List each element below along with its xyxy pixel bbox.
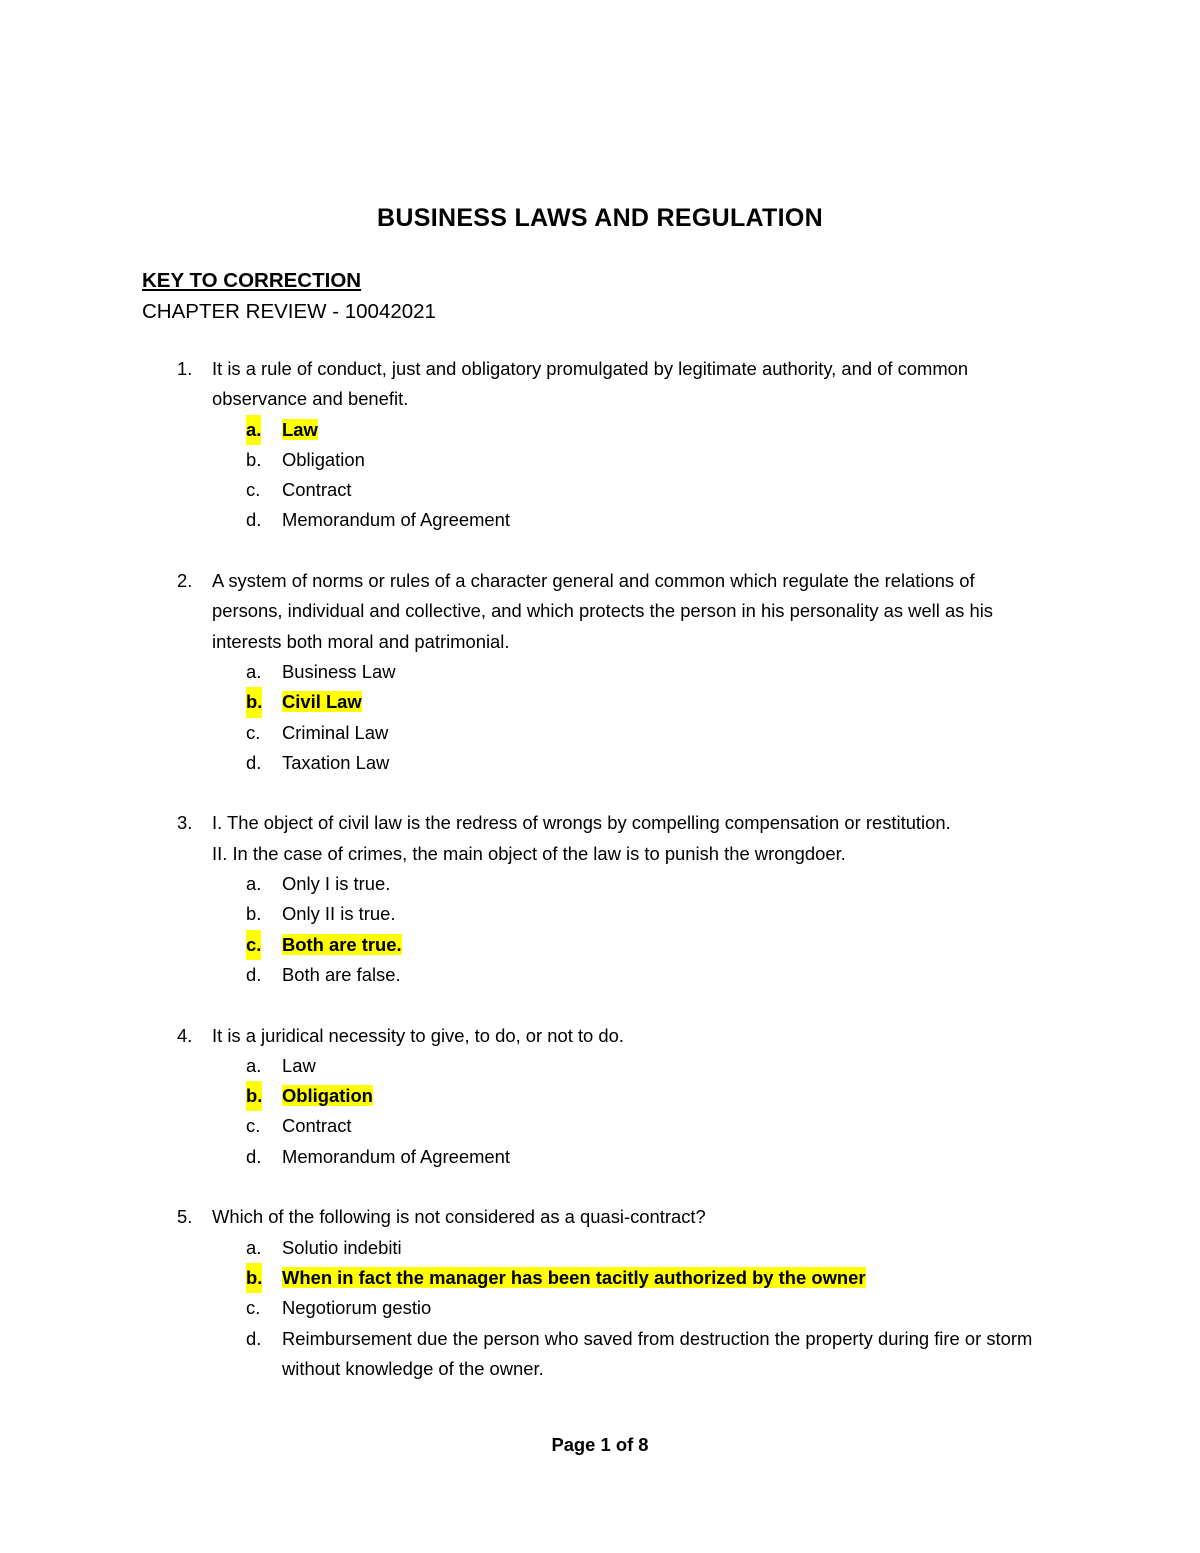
answer-option: [212, 960, 1062, 990]
correct-answer-option: [212, 1081, 1062, 1111]
option-text: Only II is true.: [282, 903, 396, 925]
answer-option: [212, 445, 1062, 475]
option-text: When in fact the manager has been tacitly authorized by the owner: [282, 1266, 866, 1288]
answer-option: [212, 1111, 1062, 1141]
option-letter: b.: [246, 687, 262, 717]
option-text: Obligation: [282, 448, 365, 470]
option-list: [212, 415, 1062, 536]
page-number: Page 1 of 8: [551, 1434, 649, 1455]
question-number: 2.: [177, 570, 193, 592]
answer-option: [212, 1293, 1062, 1323]
question-text-line: persons, individual and collective, and which protects the person in his personality as well as his: [212, 600, 994, 622]
option-letter: a.: [246, 1236, 262, 1258]
option-text: Contract: [282, 1115, 352, 1137]
question-item: [142, 566, 1062, 778]
question-number: 5.: [177, 1206, 193, 1228]
option-letter: d.: [246, 963, 262, 985]
answer-option: [212, 869, 1062, 899]
answer-option: [212, 718, 1062, 748]
question-text-line: It is a juridical necessity to give, to do, or not to do.: [212, 1024, 624, 1046]
question-text-line: interests both moral and patrimonial.: [212, 630, 510, 652]
option-letter: a.: [246, 1054, 262, 1076]
document-title: BUSINESS LAWS AND REGULATION: [377, 204, 823, 232]
option-letter: c.: [246, 1115, 261, 1137]
question-text-line: I. The object of civil law is the redress of wrongs by compelling compensation or restitution.: [212, 812, 951, 834]
answer-option: [212, 475, 1062, 505]
option-letter: c.: [246, 721, 261, 743]
option-letter: c.: [246, 1297, 261, 1319]
correct-answer-option: [212, 415, 1062, 445]
option-text: Both are false.: [282, 963, 401, 985]
chapter-review-subheading: CHAPTER REVIEW - 10042021: [142, 300, 436, 323]
option-text: Contract: [282, 479, 352, 501]
option-text: Law: [282, 1054, 316, 1076]
question-item: [142, 1021, 1062, 1172]
question-item: [142, 1202, 1062, 1384]
option-list: [212, 1051, 1062, 1172]
option-text: Only I is true.: [282, 873, 391, 895]
option-text: Obligation: [282, 1085, 373, 1107]
option-letter: d.: [246, 1145, 262, 1167]
answer-option: [212, 1324, 1062, 1385]
answer-option: [212, 1142, 1062, 1172]
option-letter: a.: [246, 660, 262, 682]
option-text: Law: [282, 418, 318, 440]
question-text-line: II. In the case of crimes, the main object of the law is to punish the wrongdoer.: [212, 842, 846, 864]
option-text: Memorandum of Agreement: [282, 509, 510, 531]
option-letter: a.: [246, 873, 262, 895]
answer-option: [212, 657, 1062, 687]
option-text: Reimbursement due the person who saved from destruction the property during fire or storm without knowledge of the owner.: [282, 1327, 1033, 1379]
option-text: Business Law: [282, 660, 396, 682]
option-letter: d.: [246, 751, 262, 773]
question-text-line: It is a rule of conduct, just and obligatory promulgated by legitimate authority, and of common: [212, 358, 969, 379]
option-text: Both are true.: [282, 933, 402, 955]
key-to-correction-heading: KEY TO CORRECTION: [142, 269, 362, 292]
answer-option: [212, 748, 1062, 778]
option-letter: d.: [246, 1327, 262, 1349]
option-text: Civil Law: [282, 691, 362, 713]
question-list: [142, 354, 1062, 1414]
question-number: 4.: [177, 1024, 193, 1046]
option-letter: a.: [246, 415, 261, 445]
question-item: [142, 354, 1062, 536]
option-letter: b.: [246, 1263, 262, 1293]
correct-answer-option: [212, 930, 1062, 960]
correct-answer-option: [212, 687, 1062, 717]
answer-option: [212, 899, 1062, 929]
question-text-line: Which of the following is not considered as a quasi-contract?: [212, 1206, 706, 1228]
question-text-line: A system of norms or rules of a character general and common which regulate the relations of: [212, 570, 975, 592]
question-item: [142, 808, 1062, 990]
option-list: [212, 869, 1062, 990]
question-text-line: observance and benefit.: [212, 388, 409, 410]
option-text: Solutio indebiti: [282, 1236, 402, 1258]
option-text: Criminal Law: [282, 721, 389, 743]
option-text: Taxation Law: [282, 751, 390, 773]
question-number: 1.: [177, 358, 193, 379]
option-letter: b.: [246, 1081, 262, 1111]
option-letter: d.: [246, 509, 262, 531]
option-text: Memorandum of Agreement: [282, 1145, 510, 1167]
answer-option: [212, 1233, 1062, 1263]
option-list: [212, 657, 1062, 778]
option-letter: b.: [246, 903, 262, 925]
option-letter: c.: [246, 479, 261, 501]
option-letter: c.: [246, 930, 261, 960]
option-letter: b.: [246, 448, 262, 470]
option-text: Negotiorum gestio: [282, 1297, 432, 1319]
correct-answer-option: [212, 1263, 1062, 1293]
answer-option: [212, 505, 1062, 535]
question-number: 3.: [177, 812, 193, 834]
answer-option: [212, 1051, 1062, 1081]
option-list: [212, 1233, 1062, 1384]
